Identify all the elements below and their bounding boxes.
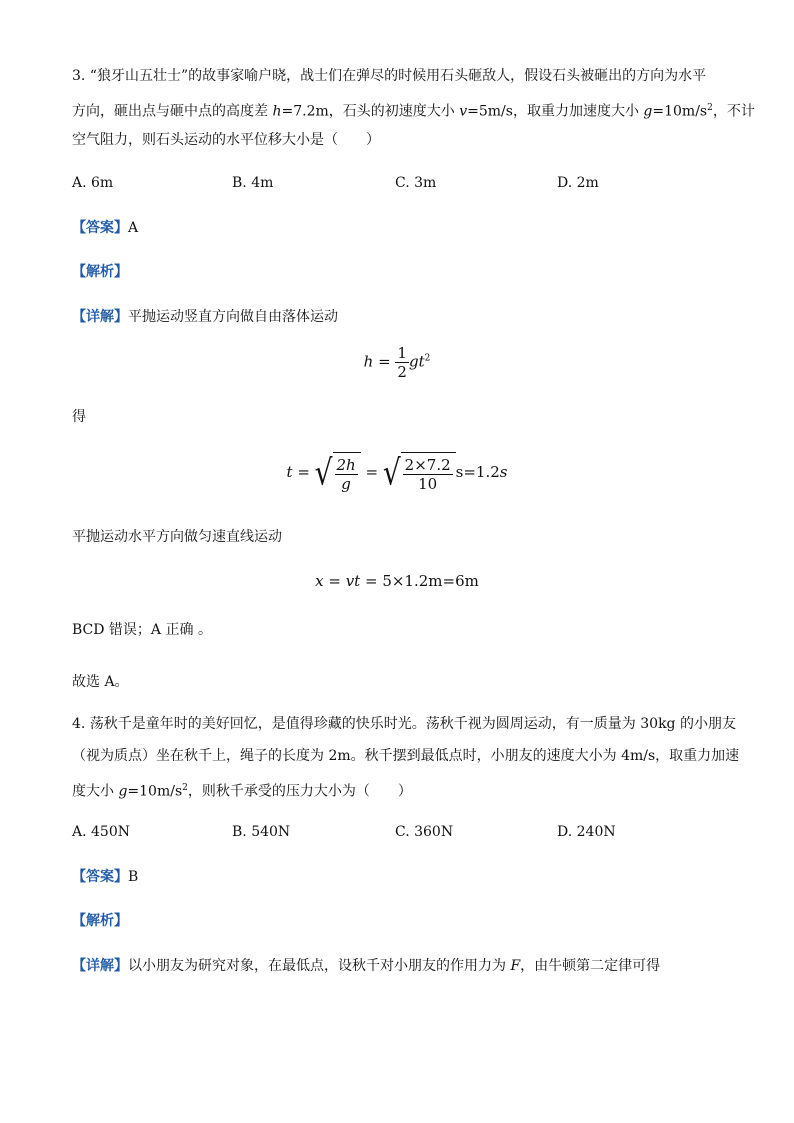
- var-v: v: [459, 103, 468, 120]
- frac-num: 2h: [336, 456, 356, 474]
- answer-value: A: [128, 220, 139, 236]
- detail-tag: 【详解】: [72, 309, 128, 325]
- q4-stem-line2: （视为质点）坐在秋千上，绳子的长度为 2m。秋千摆到最低点时，小朋友的速度大小为 4m/s，取重力加速: [72, 748, 740, 764]
- q3-text: =10m/s: [652, 103, 708, 120]
- q3-text: =5m/s，取重力加速度大小: [467, 103, 644, 120]
- superscript: 2: [707, 103, 713, 113]
- frac-num: 1: [397, 344, 407, 362]
- eq-result: = 5×1.2m=6m: [360, 572, 479, 590]
- superscript: 2: [182, 783, 188, 793]
- analysis-tag: 【解析】: [72, 264, 128, 280]
- q3-stem-line1: 3. “狼牙山五壮士”的故事家喻户晓，战士们在弹尽的时候用石头砸敌人，假设石头被砸出的方向为水平: [72, 68, 707, 84]
- analysis-tag: 【解析】: [72, 913, 128, 929]
- var-h: h: [272, 103, 282, 120]
- eq-sign: =: [323, 572, 346, 590]
- var-f: F: [510, 958, 521, 974]
- q3-text: 方向，砸出点与砸中点的高度差: [72, 103, 273, 120]
- var-g: g: [118, 783, 128, 800]
- equation-displacement: [0, 572, 794, 590]
- equation-time: [0, 452, 794, 494]
- answer-value: B: [128, 869, 139, 885]
- sqrt-2h-over-g: √ $\frac{2h}{g}$: [315, 452, 361, 494]
- eq-sign: =: [292, 463, 315, 481]
- q3-option-b: B. 4m: [232, 175, 274, 191]
- detail-text: 以小朋友为研究对象，在最低点，设秋千对小朋友的作用力为: [128, 958, 511, 974]
- q3-option-c: C. 3m: [395, 175, 437, 191]
- fraction: [335, 456, 358, 493]
- q3-answer: [72, 218, 138, 238]
- eq-sign: =: [360, 463, 383, 481]
- q3-stem-line3: 空气阻力，则石头运动的水平位移大小是（ ）: [72, 132, 380, 148]
- q3-analysis: [72, 262, 128, 282]
- frac-num: 2×7.2: [404, 456, 451, 474]
- answer-tag: 【答案】: [72, 220, 128, 236]
- q4-option-b: B. 540N: [232, 824, 291, 840]
- q3-conclusion2: 故选 A。: [72, 674, 129, 690]
- q4-analysis: [72, 911, 128, 931]
- detail-text: 平抛运动竖直方向做自由落体运动: [128, 309, 338, 325]
- q4-detail-line1: [72, 956, 660, 976]
- fraction: [403, 456, 453, 493]
- frac-den: 2: [397, 363, 407, 381]
- eq-var: t: [286, 463, 293, 481]
- eq-unit: s: [499, 463, 508, 481]
- frac-den: 10: [418, 475, 438, 493]
- q4-stem-line1: 4. 荡秋千是童年时的美好回忆，是值得珍藏的快乐时光。荡秋千视为圆周运动，有一质量为 30kg 的小朋友: [72, 716, 736, 732]
- q3-option-a: A. 6m: [72, 175, 114, 191]
- q4-option-a: A. 450N: [72, 824, 130, 840]
- q3-text: ，不计: [712, 103, 755, 120]
- q4-text: 度大小: [72, 783, 119, 800]
- q3-detail-line2: 平抛运动水平方向做匀速直线运动: [72, 529, 282, 545]
- q4-option-d: D. 240N: [557, 824, 616, 840]
- equation-height: [0, 344, 794, 381]
- q4-text: ，则秋千承受的压力大小为（ ）: [187, 783, 412, 800]
- fraction-half: [395, 344, 409, 381]
- q4-answer: [72, 867, 138, 887]
- q3-text: =7.2m，石头的初速度大小: [281, 103, 460, 120]
- q3-detail-line1: [72, 307, 338, 327]
- q3-conclusion1: BCD 错误；A 正确 。: [72, 622, 212, 638]
- q3-option-d: D. 2m: [557, 175, 599, 191]
- answer-tag: 【答案】: [72, 869, 128, 885]
- sqrt-numeric: √ $\frac{2\times 7.2}{10}$: [383, 452, 456, 494]
- eq-result: s=1.2: [455, 463, 500, 481]
- frac-den: g: [341, 475, 351, 493]
- q4-stem-line3: [72, 778, 412, 802]
- q3-de: 得: [72, 409, 86, 425]
- var-g: g: [643, 103, 653, 120]
- superscript: 2: [424, 353, 431, 364]
- eq-var: vt: [345, 572, 361, 590]
- q4-text: =10m/s: [127, 783, 183, 800]
- q4-option-c: C. 360N: [395, 824, 454, 840]
- detail-tag: 【详解】: [72, 958, 128, 974]
- eq-sign: =: [373, 352, 396, 371]
- eq-var: x: [315, 572, 324, 590]
- eq-var: h: [363, 352, 374, 371]
- q3-stem-line2: [72, 98, 755, 122]
- detail-text: ，由牛顿第二定律可得: [520, 958, 661, 974]
- eq-var: gt: [408, 352, 425, 371]
